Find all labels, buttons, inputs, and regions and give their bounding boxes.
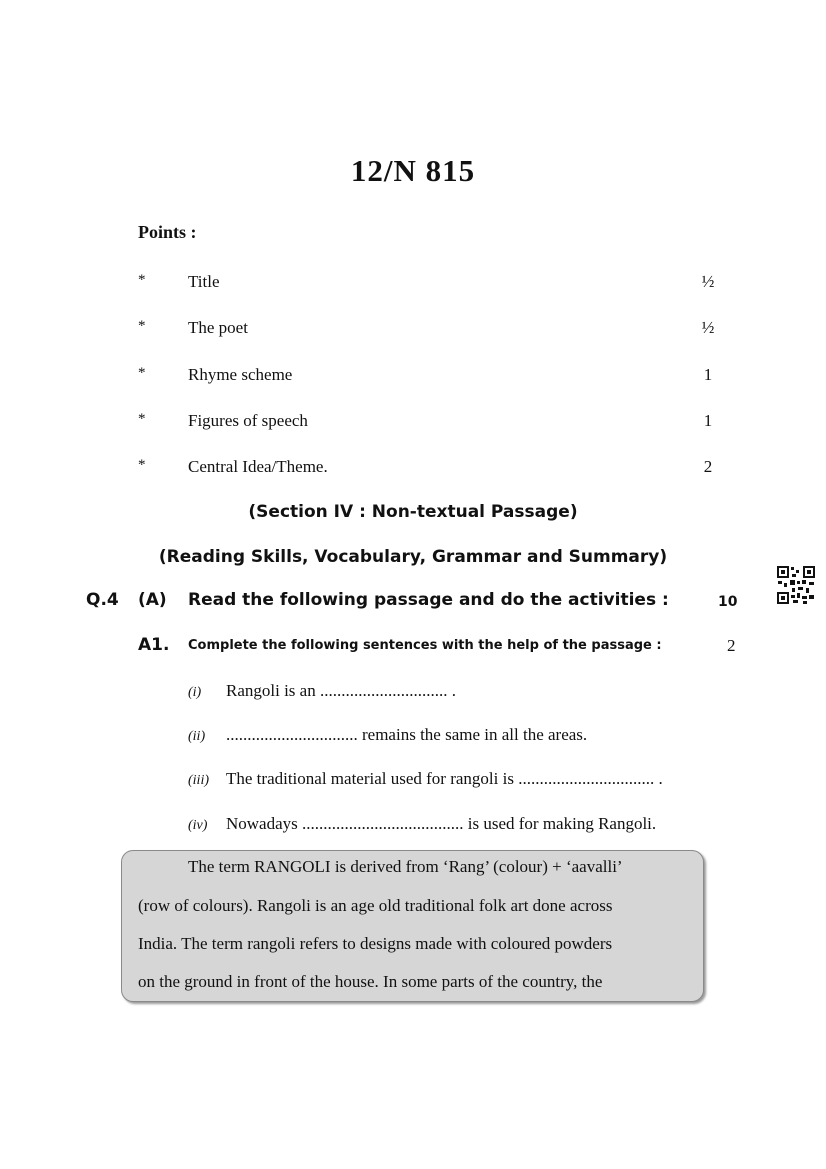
passage-line: India. The term rangoli refers to designs made with coloured powders <box>138 934 613 953</box>
point-label: The poet <box>188 318 248 337</box>
bullet-icon: * <box>138 411 146 427</box>
point-row <box>0 411 826 435</box>
question-part: (A) <box>138 590 167 610</box>
question-marks: 10 <box>718 594 738 610</box>
item-number: (iv) <box>188 818 208 833</box>
question-number: Q.4 <box>86 590 119 610</box>
item-text: ............................... remains the same in all the areas. <box>226 725 588 744</box>
qr-code-icon <box>776 565 816 605</box>
point-label: Central Idea/Theme. <box>188 457 328 476</box>
bullet-icon: * <box>138 365 146 381</box>
passage-line: on the ground in front of the house. In some parts of the country, the <box>138 972 603 991</box>
point-label: Figures of speech <box>188 411 308 430</box>
point-marks: 1 <box>703 411 713 430</box>
points-heading: Points : <box>138 222 197 242</box>
item-number: (i) <box>188 685 202 700</box>
activity-label: A1. <box>138 635 170 655</box>
point-marks: ½ <box>701 272 715 291</box>
activity-item <box>188 681 456 701</box>
point-row <box>0 318 826 342</box>
page-code-title: 12/N 815 <box>350 153 476 188</box>
section-title: (Section IV : Non-textual Passage) <box>248 502 578 522</box>
item-text: Rangoli is an .............................. . <box>226 681 456 700</box>
activity-item <box>188 725 587 745</box>
point-label: Title <box>188 272 220 291</box>
bullet-icon: * <box>138 318 146 334</box>
point-marks: 1 <box>703 365 713 384</box>
point-row <box>0 272 826 296</box>
passage-line: (row of colours). Rangoli is an age old traditional folk art done across <box>138 896 613 915</box>
section-subtitle: (Reading Skills, Vocabulary, Grammar and Summary) <box>158 547 668 567</box>
bullet-icon: * <box>138 272 146 288</box>
point-row <box>0 457 826 481</box>
activity-item <box>188 769 663 789</box>
point-marks: 2 <box>703 457 713 476</box>
point-label: Rhyme scheme <box>188 365 293 384</box>
activity-instruction: Complete the following sentences with the help of the passage : <box>188 638 662 653</box>
question-instruction: Read the following passage and do the activities : <box>188 590 669 610</box>
point-marks: ½ <box>701 318 715 337</box>
point-row <box>0 365 826 389</box>
item-text: The traditional material used for rangoli is ................................ . <box>226 769 663 788</box>
item-text: Nowadays ...................................... is used for making Rangoli. <box>226 814 657 833</box>
item-number: (ii) <box>188 729 206 744</box>
item-number: (iii) <box>188 773 209 788</box>
passage-line: The term RANGOLI is derived from ‘Rang’ (colour) + ‘aavalli’ <box>188 857 623 876</box>
activity-item <box>188 814 656 834</box>
bullet-icon: * <box>138 457 146 473</box>
activity-marks: 2 <box>727 636 736 655</box>
